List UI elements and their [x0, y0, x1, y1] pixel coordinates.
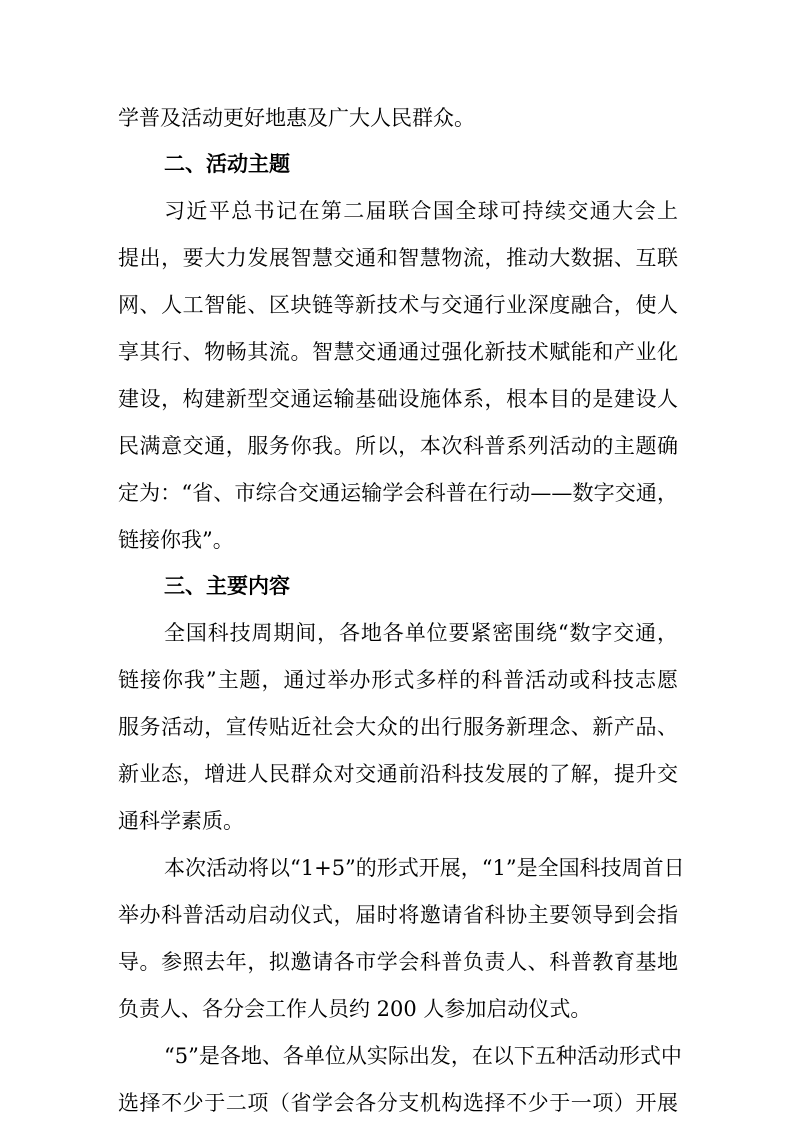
paragraph-line: 链接你我”主题，通过举办形式多样的科普活动或科技志愿 — [118, 668, 678, 692]
paragraph-line: 选择不少于二项（省学会各分支机构选择不少于一项）开展 — [118, 1091, 678, 1115]
paragraph-line: 民满意交通，服务你我。所以，本次科普系列活动的主题确 — [118, 434, 678, 458]
paragraph-line: 习近平总书记在第二届联合国全球可持续交通大会上 — [164, 199, 678, 223]
paragraph-line: 服务活动，宣传贴近社会大众的出行服务新理念、新产品、 — [118, 715, 678, 739]
paragraph-line: 通科学素质。 — [118, 809, 244, 833]
paragraph-line: 学普及活动更好地惠及广大人民群众。 — [118, 106, 475, 130]
section-heading-content: 三、主要内容 — [164, 574, 290, 598]
paragraph-line: 提出，要大力发展智慧交通和智慧物流，推动大数据、互联 — [118, 246, 678, 270]
paragraph-line: 负责人、各分会工作人员约 200 人参加启动仪式。 — [118, 997, 592, 1021]
paragraph-line: 本次活动将以“1+5”的形式开展，“1”是全国科技周首日 — [164, 856, 685, 880]
paragraph-line: 链接你我”。 — [118, 528, 234, 552]
paragraph-line: 网、人工智能、区块链等新技术与交通行业深度融合，使人 — [118, 293, 678, 317]
paragraph-line: 定为：“省、市综合交通运输学会科普在行动——数字交通， — [118, 481, 678, 505]
paragraph-line: 新业态，增进人民群众对交通前沿科技发展的了解，提升交 — [118, 762, 678, 786]
paragraph-line: 导。参照去年，拟邀请各市学会科普负责人、科普教育基地 — [118, 950, 678, 974]
paragraph-line: 享其行、物畅其流。智慧交通通过强化新技术赋能和产业化 — [118, 340, 678, 364]
section-heading-theme: 二、活动主题 — [164, 152, 290, 176]
paragraph-line: “5”是各地、各单位从实际出发，在以下五种活动形式中 — [164, 1044, 682, 1068]
paragraph-line: 建设，构建新型交通运输基础设施体系，根本目的是建设人 — [118, 387, 678, 411]
paragraph-line: 全国科技周期间，各地各单位要紧密围绕“数字交通， — [164, 621, 678, 645]
paragraph-line: 举办科普活动启动仪式，届时将邀请省科协主要领导到会指 — [118, 903, 678, 927]
